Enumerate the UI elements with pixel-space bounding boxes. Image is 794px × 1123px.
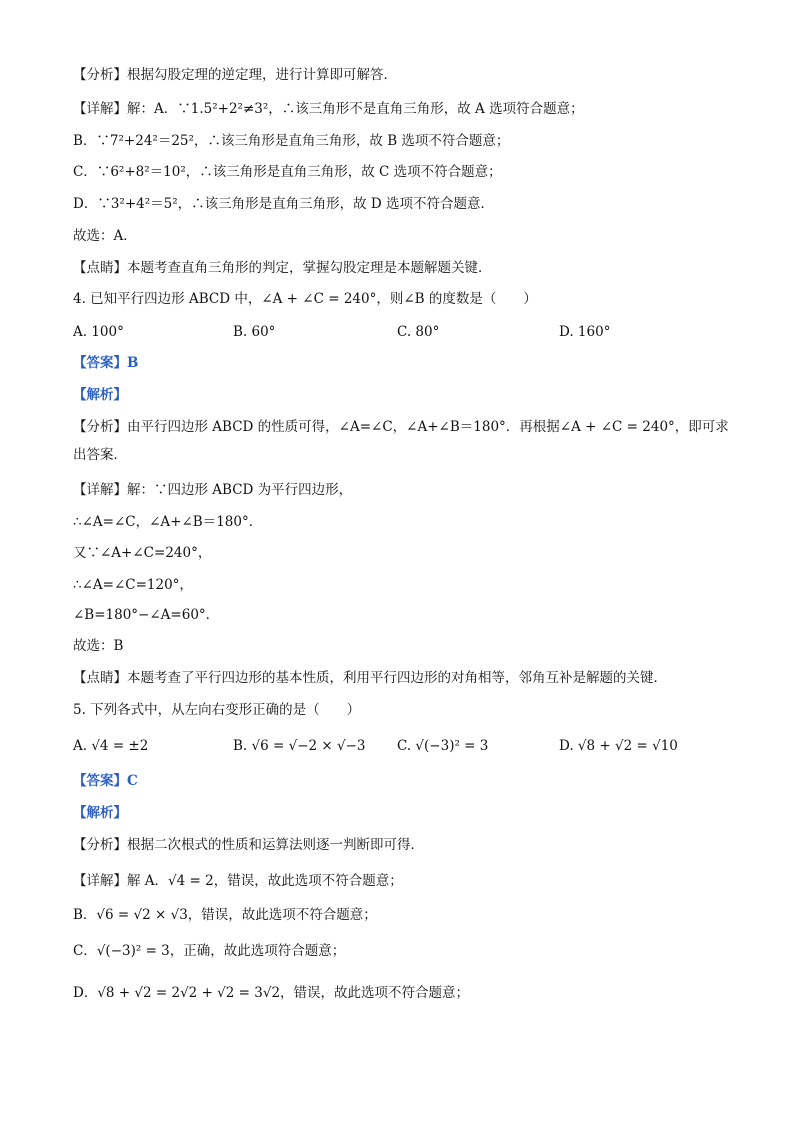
q5-detail-c: C．√(−3)² = 3，正确，故此选项符合题意；: [73, 943, 346, 959]
q5-detail-a: 【详解】解 A．√4 = 2，错误，故此选项不符合题意；: [73, 873, 403, 889]
q3-analysis: 【分析】根据勾股定理的逆定理，进行计算即可解答．: [73, 67, 397, 83]
q3-choice: 故选：A．: [73, 228, 137, 244]
q4-options: [73, 323, 723, 341]
q5-question: 5. 下列各式中，从左向右变形正确的是（ ）: [73, 702, 361, 718]
q4-detail1: 【详解】解：∵四边形 ABCD 为平行四边形，: [73, 482, 353, 498]
q4-analysis-line2: 出答案．: [73, 447, 127, 463]
q5-detail-b: B．√6 = √2 × √3，错误，故此选项不符合题意；: [73, 907, 377, 923]
q5-option-a: A. √4 = ±2: [73, 738, 149, 754]
q3-detail-a: 【详解】解：A．∵1.5²+2²≠3²，∴该三角形不是直角三角形，故 A 选项符合题意；: [73, 101, 584, 117]
q5-option-c: C. √(−3)² = 3: [397, 738, 489, 754]
q4-detail3: 又∵∠A+∠C=240°，: [73, 545, 212, 561]
q3-detail-d: D．∵3²+4²＝5²，∴该三角形是直角三角形，故 D 选项不符合题意．: [73, 196, 495, 212]
q3-detail-c: C．∵6²+8²＝10²，∴该三角形是直角三角形，故 C 选项不符合题意；: [73, 164, 502, 180]
q4-choice: 故选：B: [73, 638, 124, 654]
q4-detail4: ∴∠A=∠C=120°，: [73, 577, 193, 593]
q5-option-b: B. √6 = √−2 × √−3: [233, 738, 366, 754]
q4-option-a: A. 100°: [73, 324, 124, 340]
q5-detail-d: D．√8 + √2 = 2√2 + √2 = 3√2，错误，故此选项不符合题意；: [73, 985, 470, 1001]
q4-analysis-line1: 【分析】由平行四边形 ABCD 的性质可得，∠A=∠C，∠A+∠B＝180°．再根据∠A + ∠C = 240°，即可求: [73, 419, 729, 435]
q4-detail2: ∴∠A=∠C，∠A+∠B＝180°．: [73, 514, 263, 530]
q5-jiexi-heading: 【解析】: [73, 805, 127, 821]
q5-answer: 【答案】C: [73, 773, 138, 789]
q5-options: [73, 737, 723, 755]
q4-comment: 【点睛】本题考查了平行四边形的基本性质，利用平行四边形的对角相等，邻角互补是解题的关键．: [73, 670, 667, 686]
q4-option-b: B. 60°: [233, 324, 276, 340]
q3-comment: 【点睛】本题考查直角三角形的判定，掌握勾股定理是本题解题关键．: [73, 260, 492, 276]
q4-option-c: C. 80°: [397, 324, 440, 340]
q4-option-d: D. 160°: [559, 324, 611, 340]
q4-detail5: ∠B=180°−∠A=60°．: [73, 607, 220, 623]
q4-question: 4. 已知平行四边形 ABCD 中，∠A + ∠C = 240°，则∠B 的度数是（ ）: [73, 291, 537, 307]
q3-detail-b: B．∵7²+24²＝25²，∴该三角形是直角三角形，故 B 选项不符合题意；: [73, 133, 510, 149]
q4-answer: 【答案】B: [73, 355, 139, 371]
q4-jiexi-heading: 【解析】: [73, 387, 127, 403]
q5-analysis: 【分析】根据二次根式的性质和运算法则逐一判断即可得．: [73, 837, 424, 853]
q5-option-d: D. √8 + √2 = √10: [559, 738, 678, 754]
